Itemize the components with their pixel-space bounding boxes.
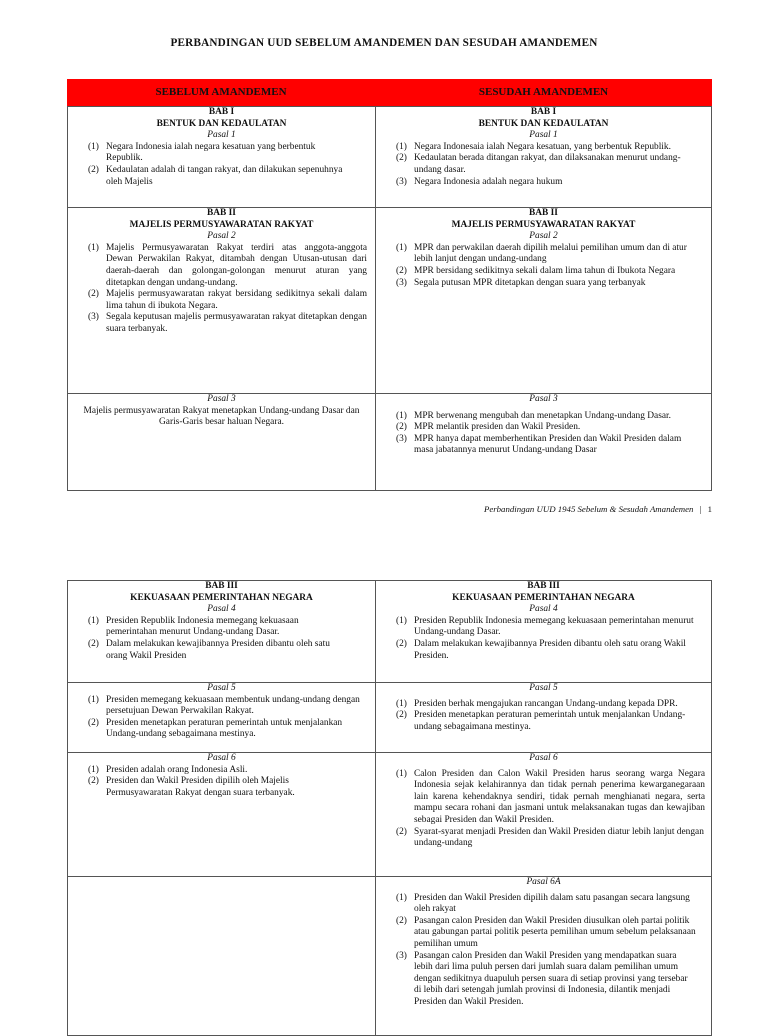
page-number: 1 [707,504,712,514]
header-sesudah: SESUDAH AMANDEMEN [375,79,712,106]
pasal6-before-cell [67,752,376,877]
pasal-label: Pasal 5 [207,683,236,693]
bab-number: BAB I [530,107,557,117]
list-item: (3) Pasangan calon Presiden dan Wakil Presiden yang mendapatkan suara lebih dari lima puluh persen dari jumlah suara dalam pemilihan umum dengan sedikitnya duapuluh persen suara di setiap provinsi yang tersebar di lebih dari setengah jumlah provinsi di Indonesia, dilantik menjadi Presiden dan Wakil Presiden. [396,950,688,1007]
list-item: (3) Negara Indonesia adalah negara hukum [396,176,563,187]
footer-text: Perbandingan UUD 1945 Sebelum & Sesudah Amandemen [483,504,694,514]
list-item: (1) Presiden Republik Indonesia memegang kekuasaan pemerintahan menurut Undang-undang Dasar. [396,615,694,638]
bab-name: MAJELIS PERMUSYAWARATAN RAKYAT [451,219,636,230]
list-item: (2) Syarat-syarat menjadi Presiden dan Wakil Presiden diatur lebih lanjut dengan undang-undang [396,826,704,849]
bab-number: BAB III [527,581,560,591]
list-item: (1) MPR berwenang mengubah dan menetapkan Undang-undang Dasar. [396,410,671,421]
list-item: (2) Presiden menetapkan peraturan pemerintah untuk menjalankan Undang-undang sebagaimana mestinya. [88,717,343,740]
list-item: (1) Presiden memegang kekuasaan membentuk undang-undang dengan persetujuan Dewan Perwakilan Rakyat. [88,694,360,717]
list-item: (1) MPR dan perwakilan daerah dipilih melalui pemilihan umum dan di atur lebih lanjut dengan undang-undang [396,242,687,265]
bab1-before-cell [67,106,376,208]
list-item: (2) Presiden dan Wakil Presiden dipilih oleh Majelis Permusyawaratan Rakyat dengan suara terbanyak. [88,776,295,798]
bab-name: KEKUASAAN PEMERINTAHAN NEGARA [452,592,635,603]
list-item: (2) Dalam melakukan kewajibannya Presiden dibantu oleh satu orang Wakil Presiden [88,638,330,661]
list-item: (1) Calon Presiden dan Calon Wakil Presiden harus seorang warga Negara Indonesia sejak kelahirannya dan tidak pernah penerima kewarganegaraan lain karena kehendaknya sendiri, tidak pernah menghianati negara, serta mampu secara rohani dan jasmani untuk melaksanakan tugas dan kewajiban sebagai Presiden dan Wakil Presiden. [396,768,705,825]
page-footer [484,504,712,516]
pasal3-after-cell [375,393,712,491]
list-item: (1) Majelis Permusyawaratan Rakyat terdiri atas anggota-anggota Dewan Perwakilan Rakyat, ditambah dengan Utusan-utusan dari daerah-daerah dan golongan-golongan menurut aturan yang ditetapkan dengan undang-undang. [88,242,367,288]
pasal5-before-cell [67,682,376,753]
footer-separator: | [699,504,702,514]
header-sebelum: SEBELUM AMANDEMEN [67,79,375,106]
bab-name: KEKUASAAN PEMERINTAHAN NEGARA [130,592,313,603]
pasal5-after-cell [375,682,712,753]
bab1-after-cell [375,106,712,208]
pasal-label: Pasal 6A [526,877,561,887]
pasal-label: Pasal 3 [207,394,236,404]
pasal-label: Pasal 4 [529,604,558,615]
bab-number: BAB III [205,581,238,591]
list-item: (2) Majelis permusyawaratan rakyat bersidang sedikitnya sekali dalam lima tahun di ibukota Negara. [88,289,367,311]
list-item: (2) MPR bersidang sedikitnya sekali dalam lima tahun di Ibukota Negara [396,265,676,276]
list-item: (3) MPR hanya dapat memberhentikan Presiden dan Wakil Presiden dalam masa jabatannya menurut Undang-undang Dasar [396,433,682,456]
list-item: (3) Segala keputusan majelis permusyawaratan rakyat ditetapkan dengan suara terbanyak. [88,312,367,334]
list-item: (1) Presiden berhak mengajukan rancangan Undang-undang kepada DPR. [396,698,678,709]
list-item: (1) Negara Indonesaia ialah Negara kesatuan, yang berbentuk Republik. [396,141,671,152]
list-item: (2) Pasangan calon Presiden dan Wakil Presiden diusulkan oleh partai politik atau gabungan partai politik peserta pemilihan umum sebelum pelaksanaan pemilihan umum [396,915,696,949]
document-title: PERBANDINGAN UUD SEBELUM AMANDEMEN DAN SESUDAH AMANDEMEN [170,37,598,49]
list-item: (3) Segala putusan MPR ditetapkan dengan suara yang terbanyak [396,277,646,288]
bab3-before-cell [67,580,376,683]
list-item: (2) Dalam melakukan kewajibannya Presiden dibantu oleh satu orang Wakil Presiden. [396,638,686,661]
list-item: (2) MPR melantik presiden dan Wakil Presiden. [396,422,581,433]
list-item: (2) Kedaulatan adalah di tangan rakyat, dan dilakukan sepenuhnya oleh Majelis [88,164,343,187]
pasal6a-before-cell-empty [67,876,376,1036]
list-item: (1) Presiden dan Wakil Presiden dipilih dalam satu pasangan secara langsung oleh rakyat [396,892,690,915]
pasal-label: Pasal 2 [207,231,236,242]
bab-number: BAB II [529,208,558,218]
pasal6a-after-cell [375,876,712,1036]
list-item: (1) Presiden Republik Indonesia memegang kekuasaan pemerintahan menurut Undang-undang Dasar. [88,615,299,638]
pasal-label: Pasal 6 [207,753,236,763]
bab-name: BENTUK DAN KEDAULATAN [156,118,287,129]
bab-number: BAB I [208,107,235,117]
pasal-text: Majelis permusyawaratan Rakyat menetapkan Undang-undang Dasar dan Garis-Garis besar haluan Negara. [83,405,360,428]
bab3-after-cell [375,580,712,683]
bab-name: MAJELIS PERMUSYAWARATAN RAKYAT [129,219,314,230]
pasal-label: Pasal 1 [207,130,236,141]
pasal-label: Pasal 3 [529,394,558,404]
pasal-label: Pasal 1 [529,130,558,141]
list-item: (2) Kedaulatan berada ditangan rakyat, dan dilaksanakan menurut undang-undang dasar. [396,153,681,175]
pasal-label: Pasal 4 [207,604,236,615]
bab-name: BENTUK DAN KEDAULATAN [478,118,609,129]
list-item: (1) Presiden adalah orang Indonesia Asli. [88,764,248,775]
pasal-label: Pasal 2 [529,231,558,242]
bab2-after-cell [375,207,712,394]
bab-number: BAB II [207,208,236,218]
list-item: (1) Negara Indonesia ialah negara kesatuan yang berbentuk Republik. [88,141,316,164]
pasal-label: Pasal 6 [529,753,558,763]
bab2-before-cell [67,207,376,394]
list-item: (2) Presiden menetapkan peraturan pemerintah untuk menjalankan Undang-undang sebagaimana mestinya. [396,710,686,732]
pasal-label: Pasal 5 [529,683,558,693]
pasal3-before-cell [67,393,376,491]
pasal6-after-cell [375,752,712,877]
